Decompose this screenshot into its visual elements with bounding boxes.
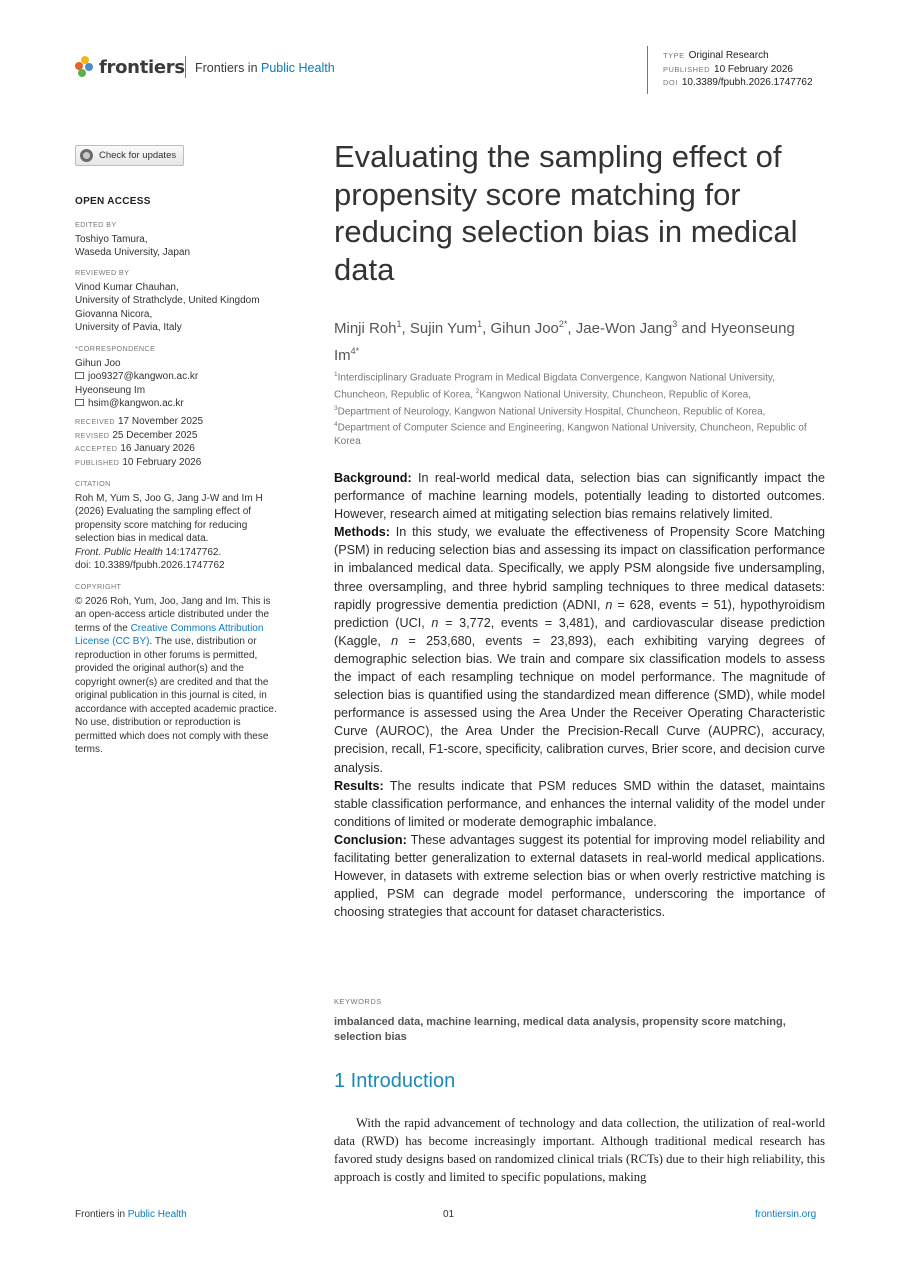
citation-volume: 14:1747762. [162,546,222,558]
reviewer-name: Giovanna Nicora, [75,308,153,320]
copyright-line: accordance with accepted academic practice. [75,703,277,715]
correspondent-name: Hyeonseung Im [75,384,146,396]
copyright-label: COPYRIGHT [75,582,122,591]
author-separator: , [482,320,491,337]
n-symbol: n [391,633,399,648]
author-affil-sup: 4* [350,346,360,356]
affil-sup: 3 [334,404,338,412]
update-icon [80,149,93,162]
abstract-results [334,777,825,831]
citation-line: (2026) Evaluating the sampling effect of [75,506,252,517]
journal-prefix: Frontiers in [195,61,258,75]
envelope-icon [75,372,84,379]
footer-journal-name: Public Health [127,1209,187,1220]
reviewer-name: Vinod Kumar Chauhan, [75,281,179,293]
correspondence-section [75,342,300,411]
date-value: 17 November 2025 [117,416,204,427]
author-name[interactable]: Sujin Yum [409,320,478,337]
affiliation-text: Kangwon National University, Chuncheon, Republic of Korea, [479,389,752,401]
editor-name: Toshiyo Tamura, [75,233,148,245]
logo-wordmark: frontiers [99,56,185,78]
copyright-line: original publication in this journal is cited, in [75,690,267,701]
abstract-text: The results indicate that PSM reduces SMD within the dataset, maintains stable classification performance, and enhances the internal validity of the model under conditions of limited or moderate demographic imbalance. [334,778,825,829]
abstract-text: = 628, events = 51), hypothyroidism prediction (UCI, [334,597,825,630]
cc-license-link[interactable]: Creative Commons Attribution [130,622,264,634]
date-label: ACCEPTED [75,444,118,453]
abstract-label: Background: [334,471,412,485]
copyright-line [75,622,300,636]
reviewed-by-label: REVIEWED BY [75,268,130,277]
paragraph: With the rapid advancement of technology and data collection, the utilization of real-world data (RWD) has become increasingly important. Although traditional medical research has favored study designs based on randomized clinical trials (RCTs) due to their high reliability, this approach is costly and limited to specific populations, making [334,1116,825,1185]
author-list [334,313,814,367]
author-name[interactable]: Hyeonseung Im [334,320,795,364]
date-value: 25 December 2025 [112,429,198,441]
abstract [334,469,825,921]
copyright-line: permitted which does not comply with these [75,730,269,742]
author-name[interactable]: Gihun Joo [490,320,559,337]
abstract-methods [334,523,825,776]
keywords: imbalanced data, machine learning, medical data analysis, propensity score matching, selection bias [334,1016,786,1043]
frontiers-logo[interactable] [75,56,185,78]
author-separator: and [677,320,711,337]
correspondent-email[interactable] [75,397,300,411]
citation-section [75,477,300,573]
date-value: 16 January 2026 [120,443,195,454]
author-affil-sup: 1 [396,319,402,329]
journal-name[interactable] [195,61,335,75]
type-label: TYPE [663,51,685,60]
abstract-background [334,469,825,523]
citation-line: propensity score matching for reducing [75,519,248,531]
article-title: Evaluating the sampling effect of propensity score matching for reducing selection bias in medical data [334,139,798,287]
copyright-text: terms of the [75,622,131,634]
abstract-label: Methods: [334,525,390,540]
cc-license-link[interactable]: License (CC BY) [75,636,150,647]
author-separator: , [401,320,410,337]
copyright-line: © 2026 Roh, Yum, Joo, Jang and Im. This is [75,595,271,607]
edited-by-label: EDITED BY [75,220,117,229]
date-value: 10 February 2026 [122,456,202,468]
email-text: joo9327@kangwon.ac.kr [88,371,199,382]
section-heading: 1 Introduction [334,1070,456,1092]
copyright-section [75,580,300,757]
meta-divider [647,46,648,94]
check-for-updates-button[interactable] [75,145,184,166]
abstract-label: Results: [334,778,384,793]
footer-journal[interactable] [75,1209,187,1220]
copyright-text: . The use, distribution or [149,636,257,647]
author-name[interactable]: Jae-Won Jang [575,320,673,337]
citation-label: CITATION [75,479,111,488]
author-name[interactable]: Minji Roh [334,320,397,337]
date-label: REVISED [75,430,110,440]
reviewed-by-section [75,266,300,335]
affil-sup: 1 [334,371,338,378]
affiliation-text: Department of Computer Science and Engineering, Kangwon National University, Chuncheon, Republic of Korea [334,422,807,448]
correspondent-email[interactable] [75,370,300,384]
copyright-line: reproduction in other forums is permitted, [75,649,258,661]
affiliation-text: Department of Neurology, Kangwon National University Hospital, Chuncheon, Republic of Korea, [337,405,766,417]
check-updates-label: Check for updates [99,150,177,161]
author-affil-sup: 3 [672,319,678,329]
date-received [75,415,300,429]
header-divider [185,56,186,78]
footer-site-link[interactable] [755,1209,816,1220]
copyright-line: terms. [75,744,103,755]
type-value: Original Research [688,50,769,61]
citation-journal-line [75,546,300,560]
email-text: hsim@kangwon.ac.kr [88,398,184,409]
page-number: 01 [443,1209,455,1220]
editor-affiliation: Waseda University, Japan [75,247,191,258]
doi-value[interactable]: 10.3389/fpubh.2026.1747762 [681,77,813,88]
site-text: frontiersin.org [755,1209,817,1220]
abstract-text: = 3,772, events = 3,481), and cardiovascular disease prediction (Kaggle, [334,615,825,648]
correspondent-name: Gihun Joo [75,357,121,369]
footer-prefix: Frontiers in [75,1209,128,1220]
affil-sup: 2 [475,387,480,395]
date-accepted [75,442,300,456]
n-symbol: n [431,615,439,630]
author-affil-sup: 2* [558,319,568,329]
date-revised [75,429,300,443]
frontiers-logo-icon [75,56,95,78]
date-label: RECEIVED [75,417,115,426]
author-affil-sup: 1 [477,319,483,329]
abstract-text: = 253,680, events = 23,893), each exhibiting varying degrees of demographic selection bias. We train and compare six classification models to assess the impact of each resampling technique on model performance. The magnitude of selection bias is quantified using the standardized mean difference (SMD), while model performance is assessed using the Area Under the Receiver Operating Characteristic Curve (AUROC), the Area Under the Precision-Recall Curve (AUPRC), accuracy, precision, recall, F1-score, specificity, calibration curves, Brier score, and decision curve analysis. [334,633,825,775]
body-text [334,1114,825,1186]
n-symbol: n [605,597,613,612]
date-published [75,456,300,470]
copyright-line: copyright owner(s) are credited and that the [75,676,269,688]
citation-doi[interactable]: doi: 10.3389/fpubh.2026.1747762 [75,560,225,571]
reviewer-affiliation: University of Strathclyde, United Kingdom [75,295,260,306]
abstract-text: In this study, we evaluate the effectiveness of Propensity Score Matching (PSM) in reducing selection bias and assessing its impact on classification performance in imbalanced medical data. Specifically, we apply PSM alongside five undersampling, three oversampling, and three hybrid sampling techniques to three medical datasets: rapidly progressive dementia prediction (ADNI, [334,525,825,612]
abstract-conclusion [334,831,825,921]
keywords-label: KEYWORDS [334,997,382,1006]
abstract-text: In real-world medical data, selection bias can significantly impact the performance of machine learning models, potentially leading to distorted outcomes. However, research aimed at mitigating selection bias remains relatively limited. [334,471,825,522]
copyright-line: No use, distribution or reproduction is [75,717,241,728]
affiliations [334,368,814,449]
citation-line: Roh M, Yum S, Joo G, Jang J-W and Im H [75,492,263,504]
copyright-line: an open-access article distributed under the [75,609,270,620]
article-meta [663,49,813,90]
published-label: PUBLISHED [663,64,711,74]
author-separator: , [567,320,576,337]
citation-line: selection bias in medical data. [75,533,209,544]
copyright-line: provided the original author(s) and the [75,663,244,674]
affiliation-text: Interdisciplinary Graduate Program in Medical Bigdata Convergence, Kangwon National University, Chuncheon, Republic of Korea, [334,372,775,401]
abstract-text: These advantages suggest its potential for improving model reliability and facilitating better generalization to external datasets in real-world medical applications. However, in datasets with extreme selection bias or when overly restrictive matching is applied, PSM can degrade model performance, underscoring the importance of choosing strategies that account for dataset characteristics. [334,832,825,920]
open-access-label: OPEN ACCESS [75,196,151,207]
citation-journal: Front. Public Health [75,546,163,558]
edited-by-section [75,218,300,260]
journal-title: Public Health [261,61,335,75]
date-label: PUBLISHED [75,457,120,467]
abstract-label: Conclusion: [334,832,407,847]
reviewer-affiliation: University of Pavia, Italy [75,322,182,333]
correspondence-label: *CORRESPONDENCE [75,344,156,353]
dates-section [75,415,300,469]
envelope-icon [75,399,84,406]
published-value: 10 February 2026 [714,63,793,75]
copyright-line [75,635,300,649]
affil-sup: 4 [334,421,338,429]
doi-label: DOI [663,78,678,87]
